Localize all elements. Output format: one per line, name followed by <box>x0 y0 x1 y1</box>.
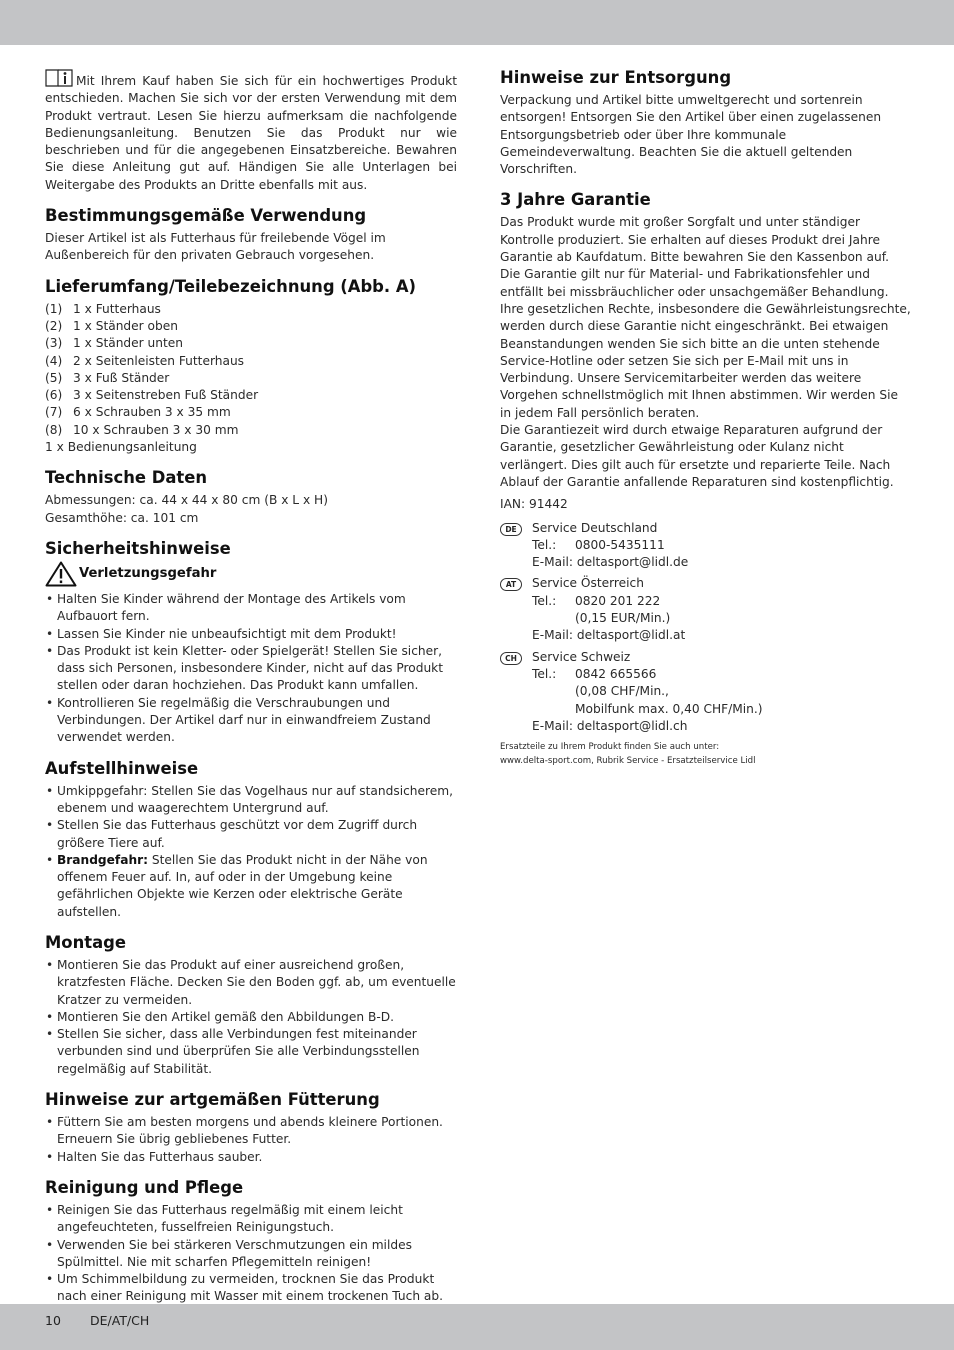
list-item: (5) 3 x Fuß Ständer <box>45 370 170 385</box>
service-name: Service Deutschland <box>532 520 658 535</box>
service-email[interactable]: E-Mail: deltasport@lidl.ch <box>532 718 688 733</box>
heading-lieferumfang: Lieferumfang/Teilebezeichnung (Abb. A) <box>45 276 417 296</box>
service-name: Service Schweiz <box>532 649 631 664</box>
list-item: (1) 1 x Futterhaus <box>45 301 161 316</box>
heading-montage: Montage <box>45 932 126 952</box>
list-item: • Stellen Sie sicher, dass alle Verbindungen fest miteinander verbunden sind und überprüfen Sie alle Verbindungsstellen regelmäßig auf Stabilität. <box>57 1026 457 1078</box>
text-entsorgung: Verpackung und Artikel bitte umweltgerecht und sortenrein entsorgen! Entsorgen Sie den Artikel über einen zugelassenen Entsorgungsbetrieb oder über Ihre kommunale Gemeindeverwaltung. Beachten Sie die aktuell geltenden Vorschriften. <box>500 93 882 177</box>
tel-label: Tel.: <box>532 666 557 681</box>
info-book-icon <box>45 68 73 87</box>
service-ch <box>500 649 912 735</box>
tel-label: Tel.: <box>532 537 557 552</box>
list-item: • Halten Sie Kinder während der Montage des Artikels vom Aufbauort fern. <box>57 591 457 626</box>
list-item: • Verwenden Sie bei stärkeren Verschmutzungen ein mildes Spülmittel. Nie mit scharfen Pflegemitteln reinigen! <box>57 1237 457 1272</box>
service-at <box>500 575 912 644</box>
list-item: • Reinigen Sie das Futterhaus regelmäßig mit einem leicht angefeuchteten, fusselfreien Reinigungstuch. <box>57 1202 457 1237</box>
service-email[interactable]: E-Mail: deltasport@lidl.at <box>532 628 686 643</box>
intro-paragraph <box>45 68 457 194</box>
list-item: (7) 6 x Schrauben 3 x 35 mm <box>45 405 231 420</box>
service-rate: (0,15 EUR/Min.) <box>575 611 671 626</box>
country-badge-de: DE <box>500 523 522 536</box>
text-verwendung: Dieser Artikel ist als Futterhaus für freilebende Vögel im Außenbereich für den privaten Gebrauch vorgesehen. <box>45 231 386 263</box>
warning-triangle-icon <box>45 561 77 587</box>
list-item: • Das Produkt ist kein Kletter- oder Spielgerät! Stellen Sie sicher, dass sich Personen, insbesondere Kinder, nicht auf das Produkt stellen oder daran hochziehen. Das Produkt kann umfallen. <box>57 643 457 695</box>
list-item: (2) 1 x Ständer oben <box>45 318 178 333</box>
header-bar <box>0 0 954 45</box>
garantie-p2: Die Garantie gilt nur für Material- und Fabrikationsfehler und entfällt bei missbräuchlicher oder unsachgemäßer Behandlung. Ihre gesetzlichen Rechte, insbesondere die Gewährleistungsrechte, werden durch diese Garantie nicht eingeschränkt. Bei etwaigen Beanstandungen wenden Sie sich bitte an die unten stehende Service-Hotline oder setzen Sie sich per E-Mail mit uns in Verbindung. Unsere Servicemitarbeiter werden das weitere Vorgehen schnellstmöglich mit Ihnen abstimmen. Wir werden Sie in jedem Fall persönlich beraten. <box>500 267 911 420</box>
list-item: • Halten Sie das Futterhaus sauber. <box>57 1149 457 1166</box>
fire-hazard-text: Stellen Sie das Produkt nicht in der Nähe von offenem Feuer auf. In, auf oder in der Umgebung keine gefährlichen Objekte wie Kerzen oder elektrische Geräte aufstellen. <box>57 852 428 919</box>
fire-hazard-label: Brandgefahr: <box>57 852 149 867</box>
heading-verwendung: Bestimmungsgemäße Verwendung <box>45 206 367 226</box>
service-name: Service Österreich <box>532 576 644 591</box>
setup-list <box>45 783 457 921</box>
heading-garantie: 3 Jahre Garantie <box>500 190 651 210</box>
list-item: (3) 1 x Ständer unten <box>45 336 183 351</box>
intro-text: Mit Ihrem Kauf haben Sie sich für ein hochwertiges Produkt entschieden. Machen Sie sich vor der ersten Verwendung mit dem Produkt vertraut. Lesen Sie hierzu aufmerksam die nachfolgende Bedienungsanleitung. Benutzen Sie das Produkt nur wie beschrieben und für die angegebenen Einsatzbereiche. Bewahren Sie diese Anleitung gut auf. Händigen Sie alle Unterlagen bei Weitergabe des Produkts an Dritte ebenfalls mit aus. <box>45 74 457 192</box>
heading-technik: Technische Daten <box>45 468 208 488</box>
list-item: • Montieren Sie den Artikel gemäß den Abbildungen B-D. <box>57 1009 457 1026</box>
list-item: (8) 10 x Schrauben 3 x 30 mm <box>45 422 239 437</box>
heading-entsorgung: Hinweise zur Entsorgung <box>500 68 732 87</box>
list-item: • Stellen Sie das Futterhaus geschützt vor dem Zugriff durch größere Tiere auf. <box>57 817 457 852</box>
list-item-extra: 1 x Bedienungsanleitung <box>45 440 197 455</box>
left-column <box>45 68 457 1306</box>
heading-fuetterung: Hinweise zur artgemäßen Fütterung <box>45 1090 380 1110</box>
tech-height: Gesamthöhe: ca. 101 cm <box>45 510 199 525</box>
list-item: • Füttern Sie am besten morgens und abends kleinere Portionen. Erneuern Sie übrig gebliebenes Futter. <box>57 1114 457 1149</box>
feeding-list <box>45 1114 457 1166</box>
service-phone[interactable]: 0820 201 222 <box>575 593 661 608</box>
service-rate: (0,08 CHF/Min., <box>575 684 669 699</box>
service-email[interactable]: E-Mail: deltasport@lidl.de <box>532 555 689 570</box>
service-phone[interactable]: 0800-5435111 <box>575 537 665 552</box>
tel-label: Tel.: <box>532 593 557 608</box>
heading-reinigung: Reinigung und Pflege <box>45 1177 244 1197</box>
service-rate-mobile: Mobilfunk max. 0,40 CHF/Min.) <box>575 701 763 716</box>
warning-label: Verletzungsgefahr <box>79 566 217 582</box>
parts-list <box>45 301 457 457</box>
page-number: 10 <box>45 1313 61 1328</box>
list-item: (4) 2 x Seitenleisten Futterhaus <box>45 353 245 368</box>
warning-block <box>45 561 457 587</box>
tech-dimensions: Abmessungen: ca. 44 x 44 x 80 cm (B x L x H) <box>45 493 328 508</box>
right-column <box>500 68 912 768</box>
spare-parts-link[interactable]: www.delta-sport.com, Rubrik Service - Ersatzteilservice Lidl <box>500 755 756 766</box>
service-de <box>500 520 912 572</box>
ian-number: IAN: 91442 <box>500 497 568 512</box>
list-item: • Montieren Sie das Produkt auf einer ausreichend großen, kratzfesten Fläche. Decken Sie den Boden ggf. ab, um eventuelle Kratzer zu vermeiden. <box>57 957 457 1009</box>
assembly-list <box>45 957 457 1078</box>
spare-parts-note: Ersatzteile zu Ihrem Produkt finden Sie auch unter: <box>500 742 720 753</box>
garantie-p1: Das Produkt wurde mit großer Sorgfalt und unter ständiger Kontrolle produziert. Sie erhalten auf dieses Produkt drei Jahre Garantie ab Kaufdatum. Bitte bewahren Sie den Kassenbon auf. <box>500 215 889 265</box>
language-codes: DE/AT/CH <box>90 1313 150 1328</box>
garantie-p3: Die Garantiezeit wird durch etwaige Reparaturen aufgrund der Garantie, gesetzlicher Gewährleistung oder Kulanz nicht verlängert. Dies gilt auch für ersetzte und reparierte Teile. Nach Ablauf der Garantie anfallende Reparaturen sind kostenpflichtig. <box>500 423 894 489</box>
list-item: • Um Schimmelbildung zu vermeiden, trocknen Sie das Produkt nach einer Reinigung mit Wasser mit einem trockenen Tuch ab. <box>57 1271 457 1306</box>
cleaning-list <box>45 1202 457 1306</box>
safety-list <box>45 591 457 747</box>
list-item: • Lassen Sie Kinder nie unbeaufsichtigt mit dem Produkt! <box>57 626 457 643</box>
country-badge-ch: CH <box>500 652 522 665</box>
list-item: (6) 3 x Seitenstreben Fuß Ständer <box>45 388 259 403</box>
heading-aufstell: Aufstellhinweise <box>45 758 199 778</box>
list-item <box>57 852 457 921</box>
heading-sicherheit: Sicherheitshinweise <box>45 538 231 558</box>
list-item: • Umkippgefahr: Stellen Sie das Vogelhaus nur auf standsicherem, ebenem und waagerechtem Untergrund auf. <box>57 783 457 818</box>
list-item: • Kontrollieren Sie regelmäßig die Verschraubungen und Verbindungen. Der Artikel darf nur in einwandfreiem Zustand verwendet werden. <box>57 695 457 747</box>
country-badge-at: AT <box>500 578 522 591</box>
service-phone[interactable]: 0842 665566 <box>575 666 657 681</box>
